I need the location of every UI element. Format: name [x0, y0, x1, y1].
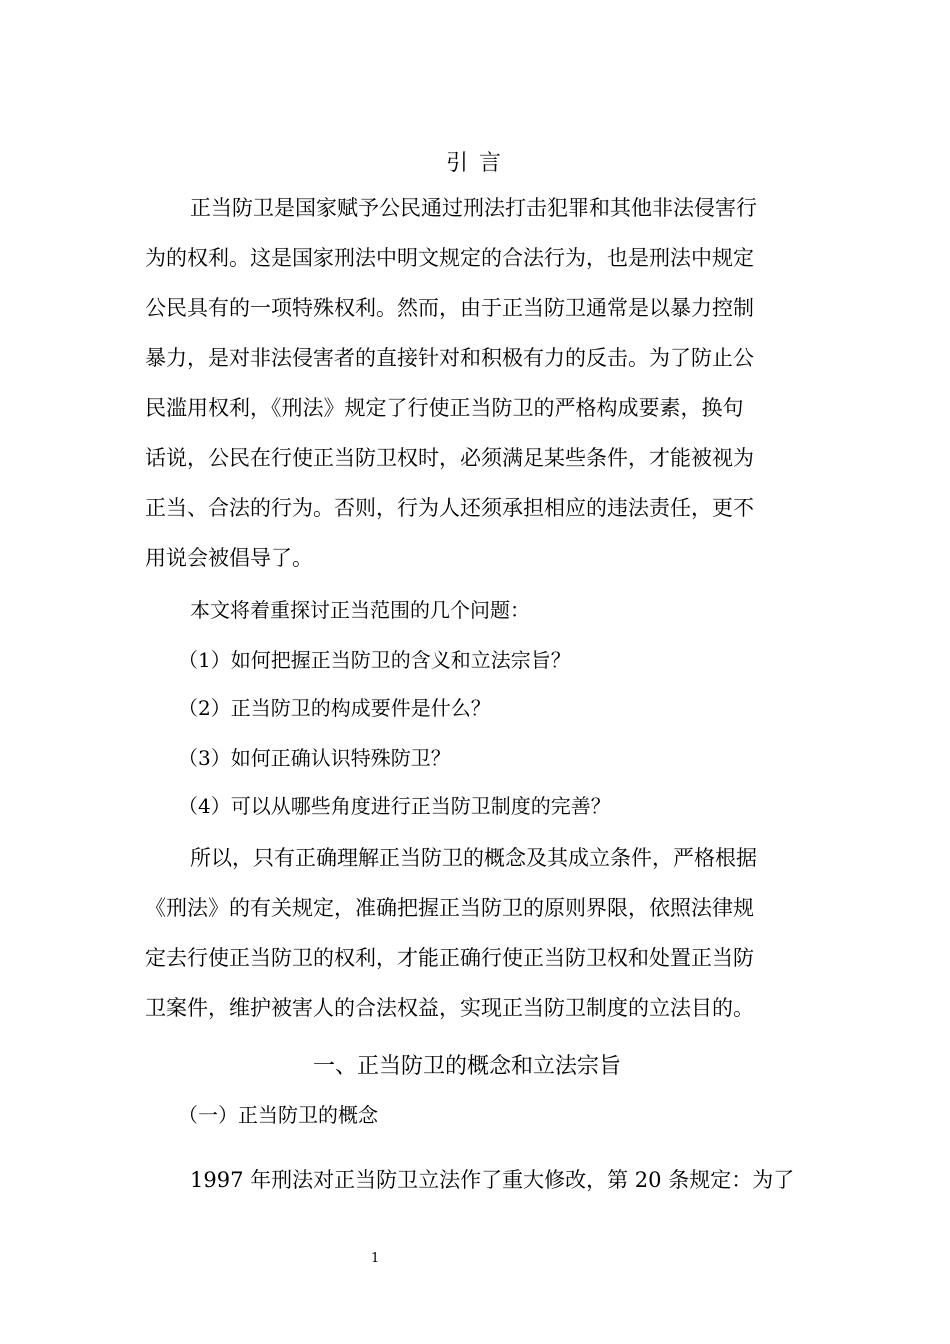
conclusion-line-4: 卫案件，维护被害人的合法权益，实现正当防卫制度的立法目的。 — [145, 996, 754, 1020]
intro-line-4: 暴力，是对非法侵害者的直接针对和积极有力的反击。为了防止公 — [145, 346, 754, 370]
intro-line-3: 公民具有的一项特殊权利。然而，由于正当防卫通常是以暴力控制 — [145, 296, 754, 320]
conclusion-line-3: 定去行使正当防卫的权利，才能正确行使正当防卫权和处置正当防 — [145, 946, 754, 970]
focus-intro: 本文将着重探讨正当范围的几个问题： — [190, 598, 530, 622]
intro-line-5: 民滥用权利，《刑法》规定了行使正当防卫的严格构成要素，换句 — [145, 396, 744, 420]
question-1: （1）如何把握正当防卫的含义和立法宗旨？ — [178, 648, 571, 672]
intro-line-7: 正当、合法的行为。否则，行为人还须承担相应的违法责任，更不 — [145, 496, 754, 520]
conclusion-line-1: 所以，只有正确理解正当防卫的概念及其成立条件，严格根据 — [190, 846, 757, 870]
body-last-line: 1997 年刑法对正当防卫立法作了重大修改，第 20 条规定：为了 — [190, 1168, 795, 1192]
conclusion-line-2: 《刑法》的有关规定，准确把握正当防卫的原则界限，依照法律规 — [145, 896, 754, 920]
page-title: 引 言 — [446, 151, 503, 176]
question-4: （4）可以从哪些角度进行正当防卫制度的完善？ — [178, 794, 611, 818]
intro-line-6: 话说，公民在行使正当防卫权时，必须满足某些条件，才能被视为 — [145, 446, 754, 470]
subsection-title: （一）正当防卫的概念 — [178, 1103, 378, 1127]
question-3: （3）如何正确认识特殊防卫？ — [178, 746, 451, 770]
question-2: （2）正当防卫的构成要件是什么？ — [178, 696, 491, 720]
intro-line-1: 正当防卫是国家赋予公民通过刑法打击犯罪和其他非法侵害行 — [190, 196, 757, 220]
intro-line-8: 用说会被倡导了。 — [145, 546, 313, 570]
page-number: 1 — [371, 1251, 380, 1266]
section-title: 一、正当防卫的概念和立法宗旨 — [313, 1054, 622, 1079]
intro-line-2: 为的权利。这是国家刑法中明文规定的合法行为，也是刑法中规定 — [145, 246, 754, 270]
